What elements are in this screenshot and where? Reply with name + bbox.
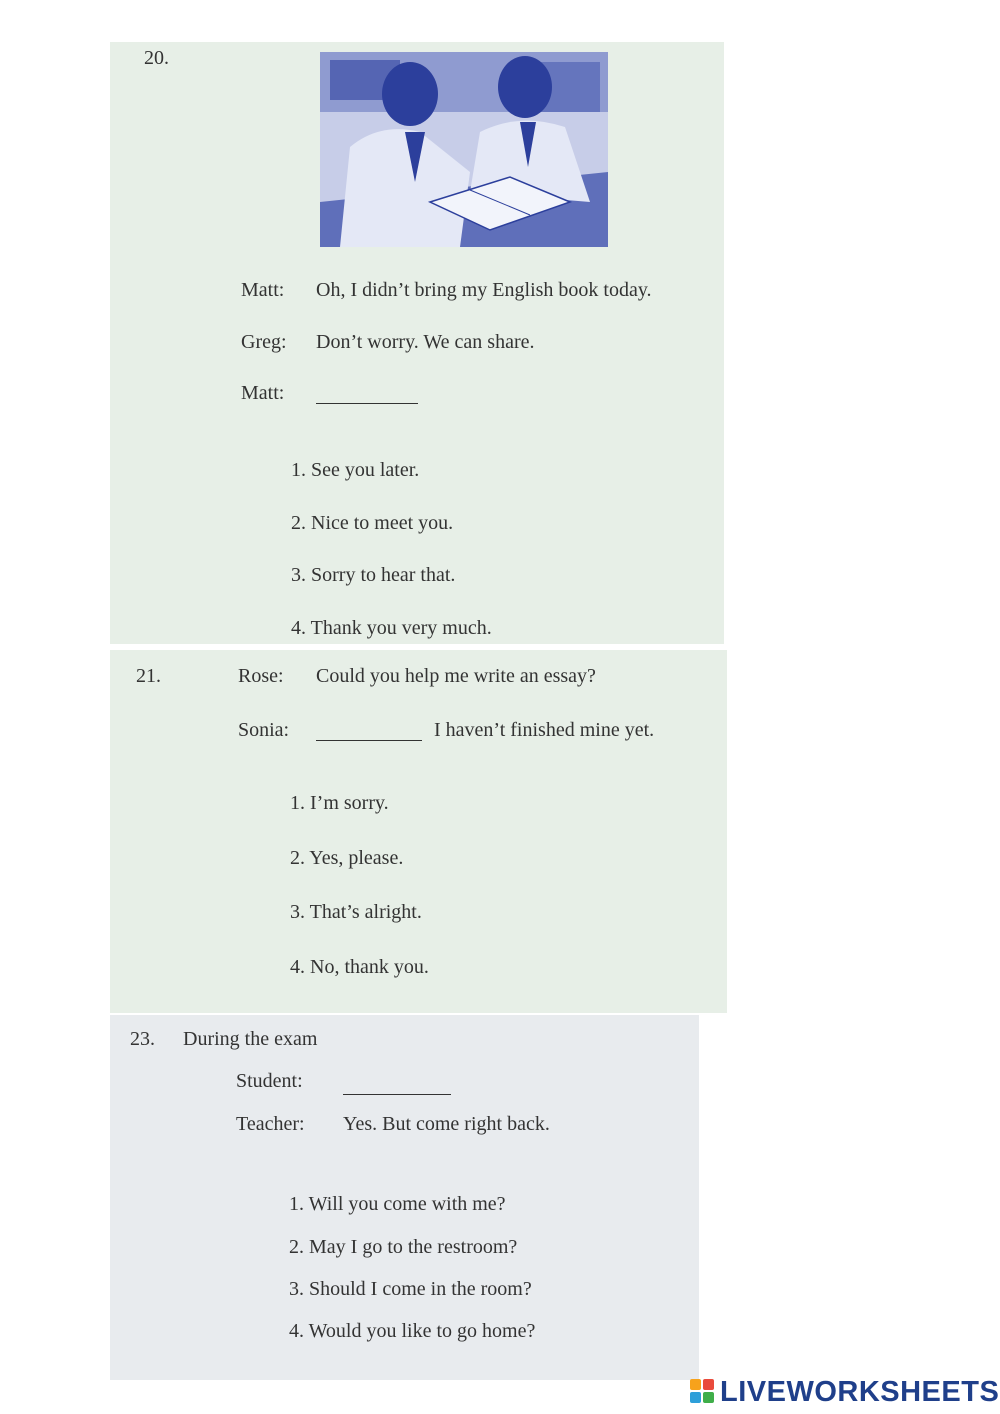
dialogue-text: Oh, I didn’t bring my English book today. — [316, 279, 652, 301]
answer-blank[interactable] — [343, 1094, 451, 1095]
answer-option[interactable]: 2. Yes, please. — [290, 847, 404, 869]
answer-option[interactable]: 4. Thank you very much. — [291, 617, 492, 639]
question-number: 23. — [130, 1028, 155, 1050]
dialogue-text: Don’t worry. We can share. — [316, 331, 535, 353]
answer-option[interactable]: 2. May I go to the restroom? — [289, 1236, 518, 1258]
answer-option[interactable]: 1. See you later. — [291, 459, 420, 481]
answer-blank[interactable] — [316, 403, 418, 404]
dialogue-text: Could you help me write an essay? — [316, 665, 596, 687]
answer-option[interactable]: 2. Nice to meet you. — [291, 512, 454, 534]
brand-name: LIVEWORKSHEETS — [720, 1375, 1000, 1408]
dialogue-text: Yes. But come right back. — [343, 1113, 550, 1135]
dialogue-speaker: Greg: — [241, 331, 287, 353]
answer-option[interactable]: 3. Sorry to hear that. — [291, 564, 456, 586]
liveworksheets-icon — [690, 1379, 716, 1405]
dialogue-speaker: Rose: — [238, 665, 284, 687]
photo-two-students-sharing-book — [320, 52, 608, 247]
dialogue-speaker: Student: — [236, 1070, 303, 1092]
question-number: 21. — [136, 665, 161, 687]
answer-option[interactable]: 4. No, thank you. — [290, 956, 429, 978]
answer-blank[interactable] — [316, 740, 422, 741]
answer-option[interactable]: 4. Would you like to go home? — [289, 1320, 536, 1342]
answer-option[interactable]: 3. Should I come in the room? — [289, 1278, 532, 1300]
dialogue-text: I haven’t finished mine yet. — [434, 719, 655, 741]
answer-option[interactable]: 3. That’s alright. — [290, 901, 422, 923]
question-context: During the exam — [183, 1028, 318, 1050]
answer-option[interactable]: 1. I’m sorry. — [290, 792, 389, 814]
dialogue-speaker: Sonia: — [238, 719, 290, 741]
dialogue-speaker: Teacher: — [236, 1113, 305, 1135]
dialogue-speaker: Matt: — [241, 279, 285, 301]
liveworksheets-logo — [690, 1374, 999, 1410]
question-number: 20. — [144, 47, 169, 69]
dialogue-speaker: Matt: — [241, 382, 285, 404]
answer-option[interactable]: 1. Will you come with me? — [289, 1193, 506, 1215]
